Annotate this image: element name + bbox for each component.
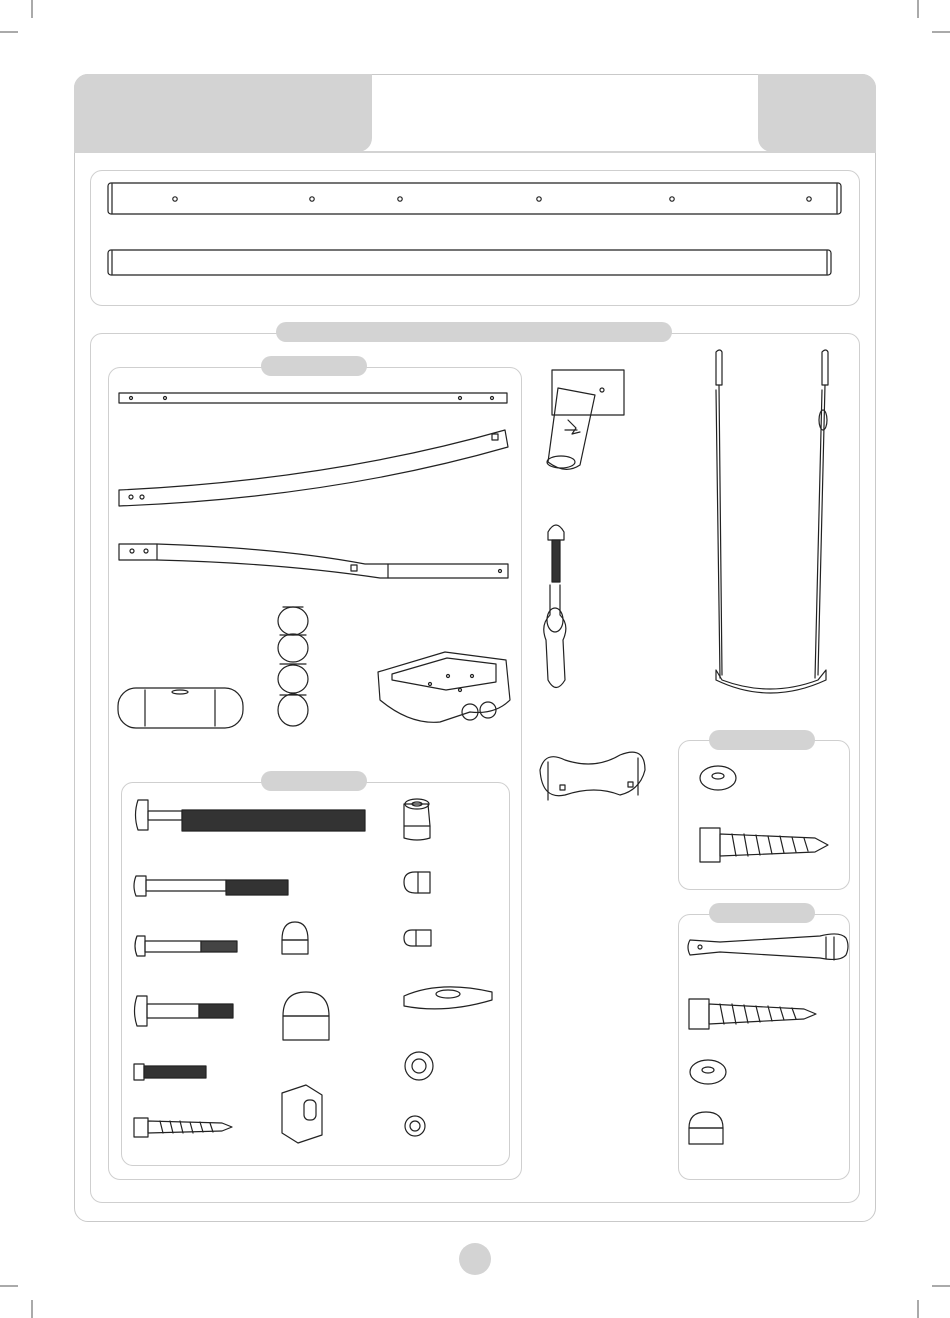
- wood-screw-icon: [134, 1118, 232, 1137]
- strap-bracket-icon: [688, 934, 848, 960]
- small-washer-icon: [405, 1116, 425, 1136]
- rope-swing-icon: [716, 350, 828, 693]
- lag-screw-b-icon: [689, 999, 816, 1029]
- cushion-icon: [118, 688, 243, 728]
- hanger-bracket-icon: [547, 370, 624, 469]
- cap-nut-small-icon: [282, 922, 308, 954]
- long-tube-icon: [108, 250, 831, 275]
- carriage-bolt-stub-icon: [135, 996, 234, 1026]
- carriage-bolt-long-icon: [136, 800, 366, 831]
- flat-bar-icon: [119, 393, 507, 403]
- bent-leg-icon: [119, 544, 508, 578]
- swing-seat-icon: [378, 652, 510, 722]
- long-beam-icon: [108, 183, 841, 214]
- cap-nut-large-icon: [283, 992, 329, 1040]
- acorn-nut-icon: [404, 872, 430, 893]
- bead-stack-icon: [278, 607, 308, 726]
- t-nut-icon: [282, 1085, 322, 1143]
- washer-b-icon: [690, 1060, 726, 1084]
- swing-hook-icon: [544, 525, 566, 688]
- pivot-bracket-icon: [540, 752, 645, 800]
- machine-screw-icon: [134, 1064, 206, 1080]
- carriage-bolt-short-icon: [135, 936, 237, 956]
- oval-washer-icon: [404, 987, 492, 1009]
- carriage-bolt-medium-icon: [134, 876, 288, 896]
- lock-nut-icon: [404, 799, 430, 840]
- flat-washer-icon: [405, 1052, 433, 1080]
- curved-leg-icon: [119, 430, 508, 506]
- cap-nut-b-icon: [689, 1112, 723, 1144]
- washer-large-icon: [700, 766, 736, 790]
- acorn-nut-small-icon: [404, 930, 431, 946]
- lag-screw-icon: [700, 828, 828, 862]
